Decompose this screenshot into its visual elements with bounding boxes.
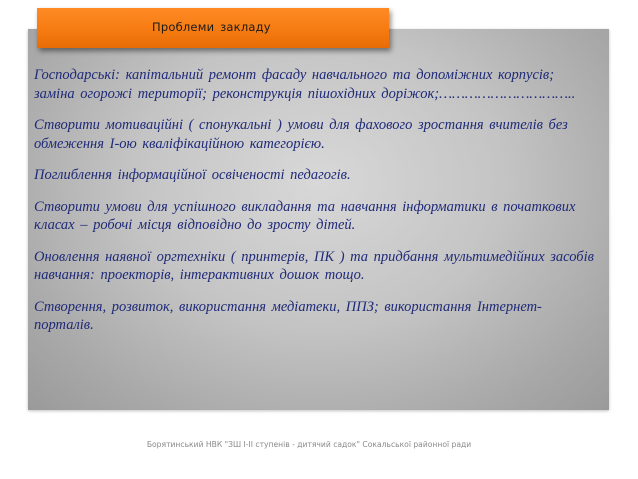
paragraph-motivation: Створити мотиваційні ( спонукальні ) умови для фахового зростання вчителів без обмеження І-ою кваліфікаційною категорією. bbox=[34, 117, 568, 152]
slide-title: Проблеми закладу bbox=[152, 20, 271, 34]
paragraph-informatics-conditions: Створити умови для успішного викладання та навчання інформатики в початкових класах – робочі місця відповідно до зросту дітей. bbox=[34, 198, 576, 233]
paragraph-media-library: Створення, розвиток, використання медіатеки, ППЗ; використання Інтернет-порталів. bbox=[34, 298, 542, 333]
body-text bbox=[34, 66, 600, 348]
footer-text: Борятинський НВК "ЗШ І-ІІ ступенів - дитячий садок" Сокальської районної ради bbox=[146, 440, 472, 449]
title-bar bbox=[37, 8, 389, 48]
paragraph-informational-literacy: Поглиблення інформаційної освіченості педагогів. bbox=[34, 167, 351, 183]
slide-footer bbox=[0, 440, 638, 449]
paragraph-maintenance: Господарські: капітальний ремонт фасаду навчального та допоміжних корпусів; заміна огорожі території; реконструкція пішохідних доріжок;………………………….. bbox=[34, 67, 576, 102]
paragraph-office-equipment: Оновлення наявної оргтехніки ( принтерів, ПК ) та придбання мультимедійних засобів навчання: проекторів, інтерактивних дошок тощо. bbox=[34, 248, 594, 283]
